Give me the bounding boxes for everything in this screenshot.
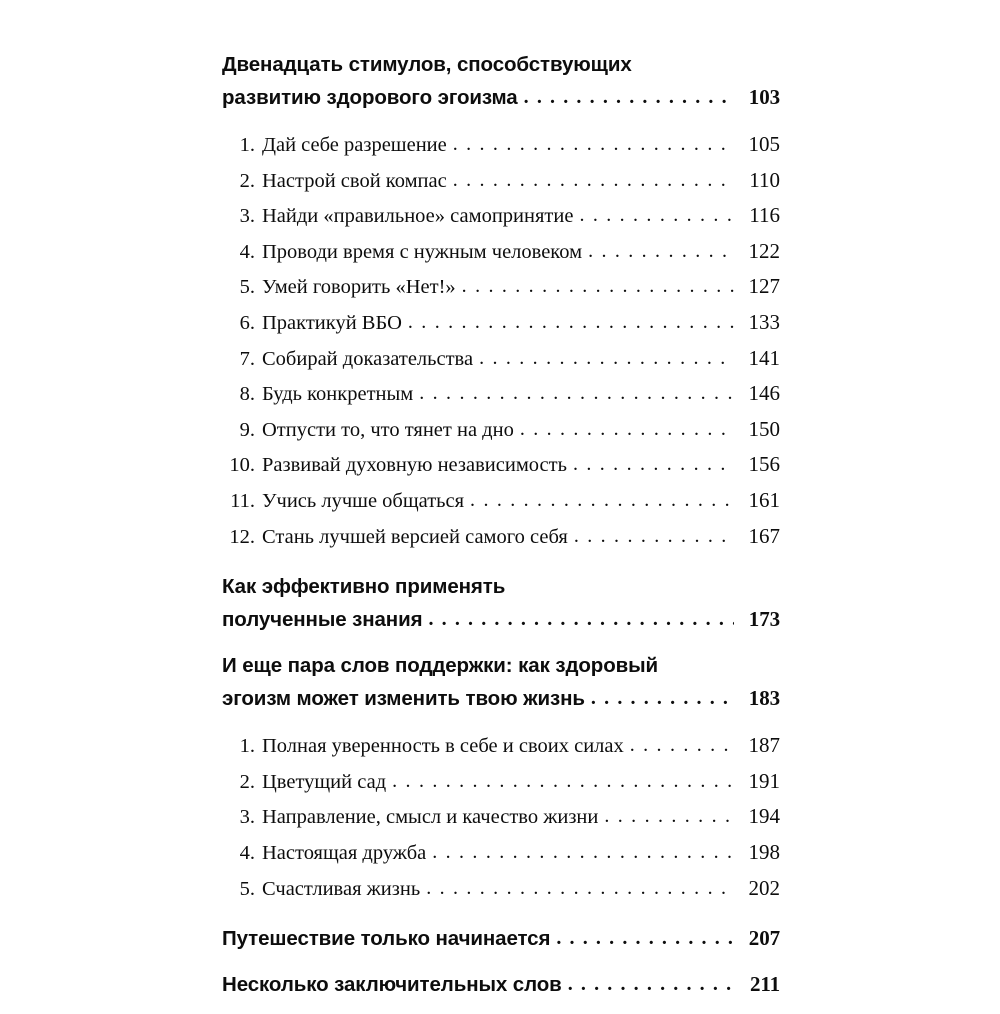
dot-leader <box>462 270 734 305</box>
page-number: 150 <box>748 416 780 441</box>
toc-entry-number: 1. <box>239 735 255 758</box>
toc-entry-number: 8. <box>239 383 255 406</box>
toc-entry[interactable] <box>222 871 780 907</box>
page-number: 207 <box>748 926 780 951</box>
page-number: 105 <box>748 132 780 156</box>
dot-leader <box>419 377 734 412</box>
toc-entry-title: Направление, смысл и качество жизни <box>262 806 599 829</box>
spacer <box>222 554 780 570</box>
table-of-contents <box>222 48 780 1014</box>
toc-list <box>222 728 780 906</box>
toc-entry-title: Практикуй ВБО <box>262 311 402 334</box>
toc-entry-title: Проводи время с нужным человеком <box>262 240 583 263</box>
toc-entry-number: 12. <box>229 525 255 548</box>
page-number: 202 <box>748 875 780 900</box>
toc-heading-line: полученные знания <box>222 608 423 632</box>
dot-leader <box>392 765 734 800</box>
page-number: 191 <box>748 768 780 793</box>
page-number: 211 <box>749 972 780 997</box>
dot-leader <box>520 413 734 448</box>
toc-entry-number: 10. <box>229 454 255 477</box>
page-number: 122 <box>748 238 780 263</box>
page-number: 194 <box>748 804 780 829</box>
dot-leader <box>453 164 734 199</box>
toc-entry-title: Найди «правильное» самопринятие <box>262 205 574 228</box>
dot-leader <box>568 969 734 1002</box>
dot-leader <box>426 872 734 907</box>
dot-leader <box>591 683 734 716</box>
toc-entry-number: 2. <box>239 169 255 192</box>
page-number: 187 <box>748 733 780 758</box>
toc-entry[interactable] <box>222 234 780 270</box>
toc-entry-number: 3. <box>239 205 255 228</box>
toc-entry-number: 5. <box>239 877 255 900</box>
toc-heading-line: Путешествие только начинается <box>222 927 551 951</box>
spacer <box>222 718 780 728</box>
toc-entry[interactable] <box>222 483 780 519</box>
toc-entry-title: Отпусти то, что тянет на дно <box>262 418 514 441</box>
toc-heading-line: развитию здорового эгоизма <box>222 86 518 109</box>
toc-heading-line: эгоизм может изменить твою жизнь <box>222 687 585 711</box>
toc-entry-number: 2. <box>239 770 255 793</box>
page-number: 183 <box>748 686 780 711</box>
toc-entry-number: 5. <box>239 276 255 299</box>
dot-leader <box>428 604 734 637</box>
page-number: 167 <box>748 523 780 548</box>
dot-leader <box>470 484 734 519</box>
dot-leader <box>573 448 734 483</box>
toc-entry-number: 9. <box>239 418 255 441</box>
toc-heading-last-line-row <box>222 682 780 716</box>
toc-heading-entry[interactable] <box>222 968 780 1002</box>
toc-heading-last-line-row <box>222 81 780 115</box>
toc-entry[interactable] <box>222 447 780 483</box>
toc-heading-entry[interactable] <box>222 922 780 956</box>
toc-heading-entry[interactable] <box>222 48 780 115</box>
spacer <box>222 1004 780 1014</box>
toc-entry-title: Полная уверенность в себе и своих силах <box>262 735 624 758</box>
dot-leader <box>453 128 734 163</box>
spacer <box>222 906 780 922</box>
toc-entry-title: Умей говорить «Нет!» <box>262 276 456 299</box>
spacer <box>222 639 780 649</box>
dot-leader <box>556 923 734 956</box>
toc-heading-entry[interactable] <box>222 649 780 716</box>
dot-leader <box>574 520 734 555</box>
toc-entry-title: Будь конкретным <box>262 383 414 406</box>
toc-entry-title: Счастливая жизнь <box>262 877 421 900</box>
toc-entry-number: 1. <box>239 134 255 156</box>
toc-heading-line: И еще пара слов поддержки: как здоровый <box>222 654 659 678</box>
toc-entry[interactable] <box>222 127 780 163</box>
dot-leader <box>604 800 734 835</box>
toc-heading-entry[interactable] <box>222 570 780 637</box>
page-number: 110 <box>749 167 780 192</box>
toc-entry[interactable] <box>222 835 780 871</box>
toc-heading-last-line-row <box>222 922 780 956</box>
page-number: 116 <box>749 203 780 228</box>
spacer <box>222 958 780 968</box>
spacer <box>222 117 780 127</box>
page-number: 146 <box>748 381 780 406</box>
toc-entry[interactable] <box>222 764 780 800</box>
toc-entry[interactable] <box>222 412 780 448</box>
toc-entry-title: Дай себе разрешение <box>262 134 447 156</box>
toc-entry-number: 4. <box>239 841 255 864</box>
toc-entry-title: Настрой свой компас <box>262 169 447 192</box>
toc-entry[interactable] <box>222 198 780 234</box>
toc-entry-number: 7. <box>239 347 255 370</box>
page-number: 156 <box>748 452 780 477</box>
toc-entry-title: Учись лучше общаться <box>262 489 465 512</box>
page-number: 173 <box>748 607 780 632</box>
toc-heading-line: Несколько заключительных слов <box>222 973 562 997</box>
toc-entry-number: 3. <box>239 806 255 829</box>
toc-entry-title: Собирай доказательства <box>262 347 474 370</box>
toc-entry-number: 4. <box>239 240 255 263</box>
toc-entry-title: Цветущий сад <box>262 770 387 793</box>
toc-entry[interactable] <box>222 728 780 764</box>
toc-entry[interactable] <box>222 376 780 412</box>
toc-entry-number: 11. <box>230 489 255 512</box>
toc-entry-title: Настоящая дружба <box>262 841 427 864</box>
page-number: 141 <box>748 345 780 370</box>
dot-leader <box>588 235 734 270</box>
toc-heading-line: Двенадцать стимулов, способствующих <box>222 53 632 76</box>
dot-leader <box>630 729 734 764</box>
toc-entry[interactable] <box>222 269 780 305</box>
toc-heading-last-line-row <box>222 603 780 637</box>
toc-heading-last-line-row <box>222 968 780 1002</box>
toc-list <box>222 127 780 554</box>
page-number: 127 <box>748 274 780 299</box>
page-number: 133 <box>748 309 780 334</box>
page-number: 103 <box>748 85 780 109</box>
page-number: 161 <box>748 487 780 512</box>
toc-entry[interactable] <box>222 305 780 341</box>
dot-leader <box>579 199 734 234</box>
toc-entry-number: 6. <box>239 311 255 334</box>
toc-entry-title: Стань лучшей версией самого себя <box>262 525 568 548</box>
dot-leader <box>524 82 734 115</box>
dot-leader <box>479 342 734 377</box>
dot-leader <box>432 836 734 871</box>
dot-leader <box>408 306 734 341</box>
toc-entry[interactable] <box>222 341 780 377</box>
page-number: 198 <box>748 839 780 864</box>
toc-entry[interactable] <box>222 163 780 199</box>
toc-heading-line: Как эффективно применять <box>222 575 506 599</box>
toc-entry[interactable] <box>222 799 780 835</box>
toc-entry-title: Развивай духовную независимость <box>262 454 567 477</box>
toc-entry[interactable] <box>222 519 780 555</box>
